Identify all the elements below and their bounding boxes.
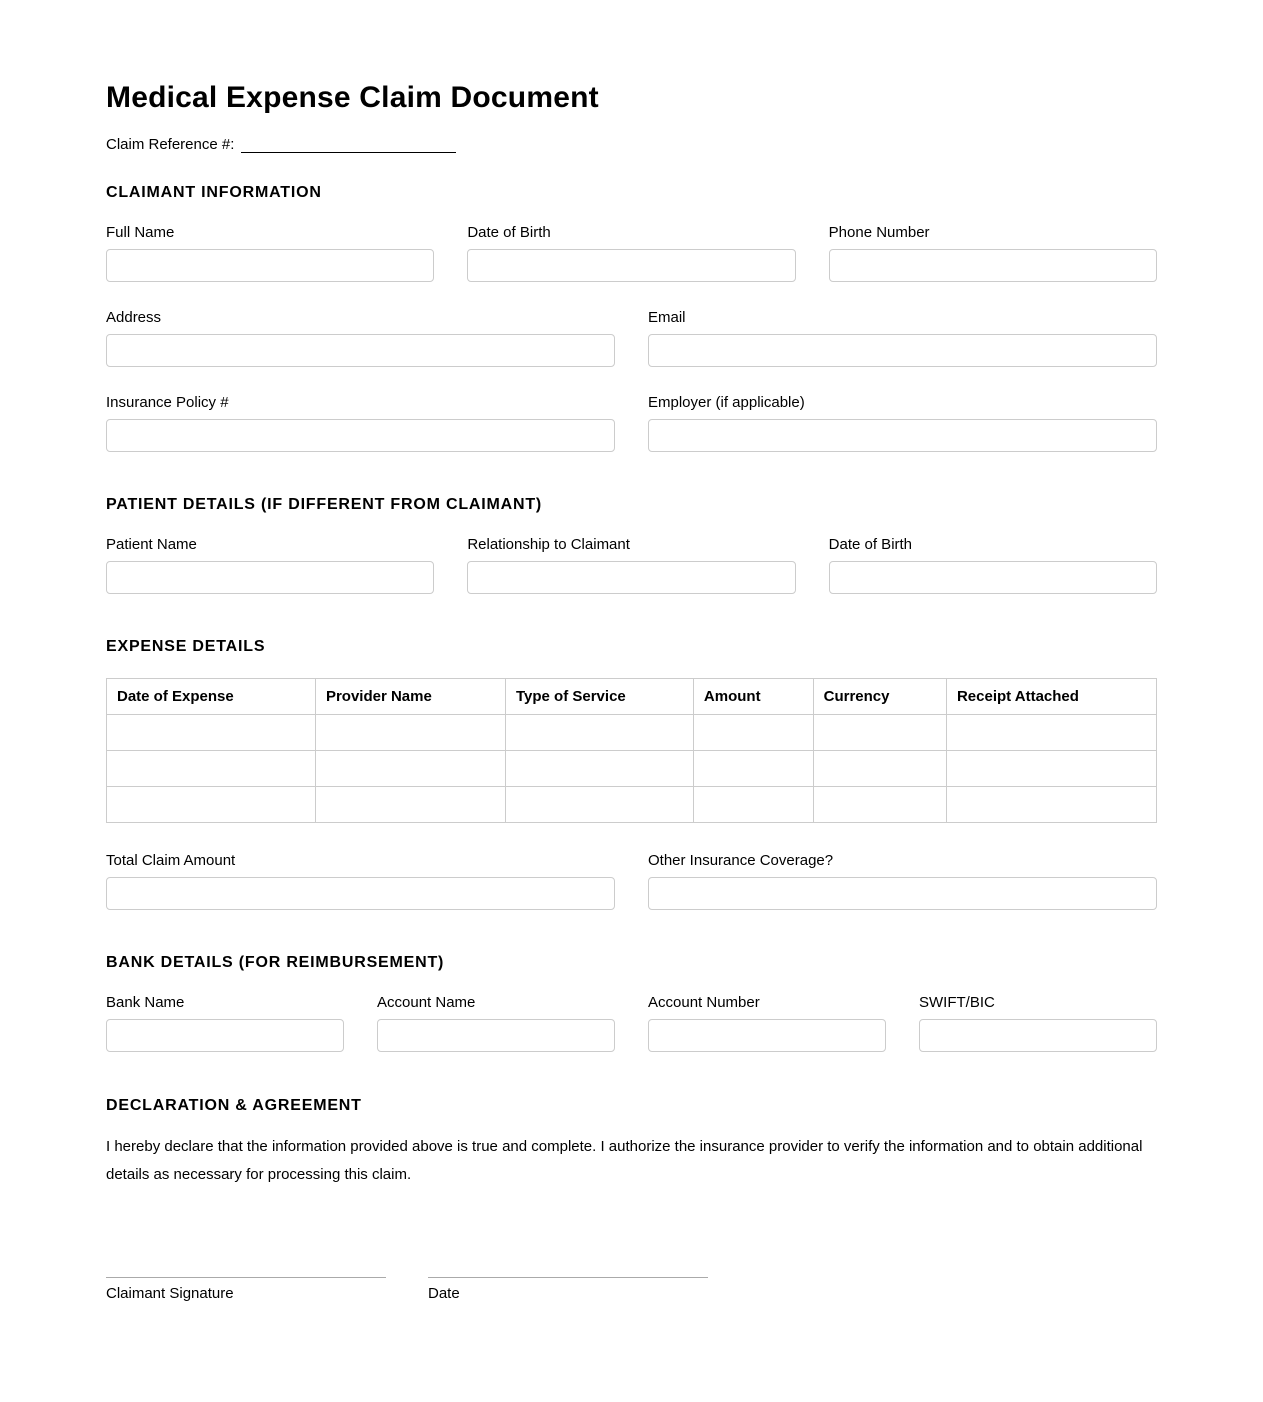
field-total-claim-amount <box>106 852 615 910</box>
expense-table-cell <box>946 786 1156 822</box>
total-claim-amount-input[interactable] <box>106 877 615 910</box>
field-date-of-birth <box>467 224 795 282</box>
claim-reference-blank-line <box>241 139 456 153</box>
bank-section-heading: BANK DETAILS (FOR REIMBURSEMENT) <box>106 953 445 971</box>
insurance-policy-label: Insurance Policy # <box>106 393 229 411</box>
expense-table-cell <box>107 786 316 822</box>
expense-table-cell <box>813 750 946 786</box>
declaration-section-heading: DECLARATION & AGREEMENT <box>106 1096 362 1114</box>
expense-table-cell <box>693 750 813 786</box>
expense-table-cell <box>946 750 1156 786</box>
phone-number-label: Phone Number <box>828 223 930 241</box>
field-relationship <box>467 536 795 594</box>
date-signature-line <box>428 1277 708 1278</box>
full-name-input[interactable] <box>106 249 434 282</box>
field-phone-number <box>829 224 1157 282</box>
employer-label: Employer (if applicable) <box>648 393 805 411</box>
expense-table-cell <box>107 714 316 750</box>
email-label: Email <box>648 308 686 326</box>
field-email <box>648 309 1157 367</box>
expense-table-cell <box>505 750 693 786</box>
patient-dob-input[interactable] <box>829 561 1157 594</box>
col-header-receipt-attached: Receipt Attached <box>946 678 1156 714</box>
other-insurance-input[interactable] <box>648 877 1157 910</box>
claimant-signature-block <box>106 1277 386 1302</box>
page-title: Medical Expense Claim Document <box>106 81 599 114</box>
expense-table-row <box>107 786 1157 822</box>
expense-table-cell <box>813 786 946 822</box>
field-account-number <box>648 994 886 1052</box>
field-account-name <box>377 994 615 1052</box>
col-header-type-of-service: Type of Service <box>505 678 693 714</box>
expense-table-row <box>107 714 1157 750</box>
account-name-label: Account Name <box>377 993 476 1011</box>
bank-name-input[interactable] <box>106 1019 344 1052</box>
col-header-currency: Currency <box>813 678 946 714</box>
expense-table-row <box>107 750 1157 786</box>
date-of-birth-label: Date of Birth <box>467 223 551 241</box>
claimant-row-1 <box>106 224 1157 282</box>
phone-number-input[interactable] <box>829 249 1157 282</box>
date-signature-label: Date <box>428 1284 460 1302</box>
other-insurance-label: Other Insurance Coverage? <box>648 851 834 869</box>
claimant-signature-line <box>106 1277 386 1278</box>
col-header-amount: Amount <box>693 678 813 714</box>
patient-section-heading: PATIENT DETAILS (IF DIFFERENT FROM CLAIMANT) <box>106 495 543 513</box>
address-label: Address <box>106 308 162 326</box>
email-input[interactable] <box>648 334 1157 367</box>
field-bank-name <box>106 994 344 1052</box>
field-patient-name <box>106 536 434 594</box>
claim-reference-label: Claim Reference #: <box>106 135 235 153</box>
employer-input[interactable] <box>648 419 1157 452</box>
bank-row-1 <box>106 994 1157 1052</box>
expense-summary-row <box>106 852 1157 910</box>
account-name-input[interactable] <box>377 1019 615 1052</box>
address-input[interactable] <box>106 334 615 367</box>
claimant-row-2 <box>106 309 1157 367</box>
insurance-policy-input[interactable] <box>106 419 615 452</box>
expense-table-body <box>107 714 1157 822</box>
patient-name-input[interactable] <box>106 561 434 594</box>
patient-dob-label: Date of Birth <box>828 535 913 553</box>
expense-table-cell <box>315 714 505 750</box>
field-insurance-policy <box>106 394 615 452</box>
expense-table-cell <box>946 714 1156 750</box>
expense-table-cell <box>693 786 813 822</box>
expense-table-cell <box>505 714 693 750</box>
field-full-name <box>106 224 434 282</box>
account-number-input[interactable] <box>648 1019 886 1052</box>
claimant-row-3 <box>106 394 1157 452</box>
expense-table-cell <box>813 714 946 750</box>
expense-table <box>106 678 1157 823</box>
signature-row <box>106 1277 1157 1302</box>
expense-table-header-row <box>107 678 1157 714</box>
swift-bic-label: SWIFT/BIC <box>919 993 995 1011</box>
expense-section-heading: EXPENSE DETAILS <box>106 637 266 655</box>
patient-name-label: Patient Name <box>106 535 197 553</box>
relationship-label: Relationship to Claimant <box>467 535 630 553</box>
swift-bic-input[interactable] <box>919 1019 1157 1052</box>
field-patient-dob <box>829 536 1157 594</box>
bank-name-label: Bank Name <box>106 993 185 1011</box>
field-other-insurance <box>648 852 1157 910</box>
col-header-provider-name: Provider Name <box>315 678 505 714</box>
full-name-label: Full Name <box>106 223 175 241</box>
declaration-text: I hereby declare that the information provided above is true and complete. I authorize the insurance provider to verify the information and to obtain additional details as necessary for processing this claim. <box>106 1137 1143 1183</box>
field-employer <box>648 394 1157 452</box>
date-of-birth-input[interactable] <box>467 249 795 282</box>
field-address <box>106 309 615 367</box>
date-signature-block <box>428 1277 708 1302</box>
relationship-input[interactable] <box>467 561 795 594</box>
expense-table-cell <box>315 786 505 822</box>
expense-table-cell <box>107 750 316 786</box>
claimant-signature-label: Claimant Signature <box>106 1284 234 1302</box>
total-claim-amount-label: Total Claim Amount <box>106 851 236 869</box>
claimant-section-heading: CLAIMANT INFORMATION <box>106 183 322 201</box>
expense-table-cell <box>315 750 505 786</box>
claim-reference-row <box>106 136 1157 153</box>
claim-document-page <box>106 0 1157 1402</box>
field-swift-bic <box>919 994 1157 1052</box>
patient-row-1 <box>106 536 1157 594</box>
col-header-date-of-expense: Date of Expense <box>107 678 316 714</box>
account-number-label: Account Number <box>648 993 760 1011</box>
expense-table-cell <box>693 714 813 750</box>
expense-table-cell <box>505 786 693 822</box>
expense-table-head <box>107 678 1157 714</box>
